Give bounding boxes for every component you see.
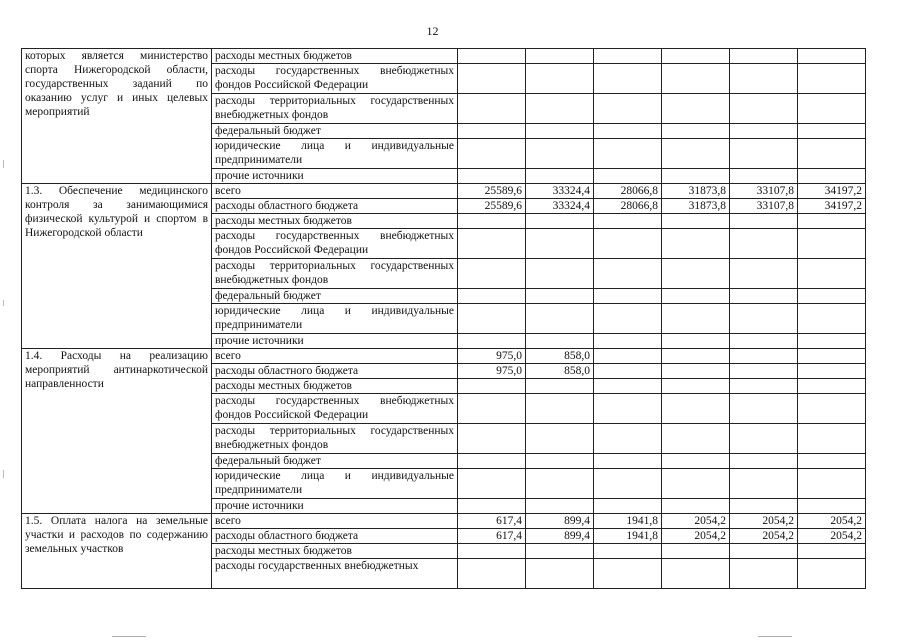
funding-source-cell: прочие источники [212, 169, 458, 184]
value-cell [798, 379, 866, 394]
value-cell [458, 289, 526, 304]
value-cell [798, 454, 866, 469]
funding-source-cell: всего [212, 349, 458, 364]
value-cell [798, 124, 866, 139]
value-cell [662, 229, 730, 259]
value-cell: 617,4 [458, 514, 526, 529]
value-cell [662, 304, 730, 334]
section-description: 1.4. Расходы на реализацию мероприятий антинаркотической направленности [22, 349, 212, 514]
value-cell [730, 334, 798, 349]
value-cell: 2054,2 [662, 529, 730, 544]
value-cell [526, 124, 594, 139]
value-cell [662, 259, 730, 289]
value-cell [730, 49, 798, 64]
funding-source-cell: расходы местных бюджетов [212, 49, 458, 64]
value-cell: 33107,8 [730, 184, 798, 199]
value-cell [662, 424, 730, 454]
table-row [22, 184, 866, 199]
funding-source-cell: юридические лица и индивидуальные предприниматели [212, 139, 458, 169]
value-cell [730, 394, 798, 424]
value-cell [594, 64, 662, 94]
value-cell [662, 289, 730, 304]
value-cell: 28066,8 [594, 184, 662, 199]
value-cell: 858,0 [526, 364, 594, 379]
funding-source-cell: расходы государственных внебюджетных фондов Российской Федерации [212, 64, 458, 94]
value-cell [594, 559, 662, 589]
value-cell [526, 469, 594, 499]
value-cell [730, 304, 798, 334]
value-cell [730, 139, 798, 169]
value-cell [594, 469, 662, 499]
value-cell [730, 499, 798, 514]
value-cell [526, 139, 594, 169]
scan-margin-mark [3, 300, 4, 306]
value-cell [730, 349, 798, 364]
value-cell [798, 229, 866, 259]
value-cell: 899,4 [526, 514, 594, 529]
value-cell [662, 469, 730, 499]
value-cell [594, 349, 662, 364]
value-cell [594, 394, 662, 424]
value-cell [458, 559, 526, 589]
value-cell: 31873,8 [662, 199, 730, 214]
value-cell: 2054,2 [798, 514, 866, 529]
value-cell: 2054,2 [730, 514, 798, 529]
value-cell [594, 544, 662, 559]
value-cell [526, 289, 594, 304]
value-cell [526, 259, 594, 289]
value-cell [594, 304, 662, 334]
funding-source-cell: всего [212, 514, 458, 529]
value-cell [730, 559, 798, 589]
value-cell [594, 424, 662, 454]
funding-source-cell: расходы территориальных государственных внебюджетных фондов [212, 94, 458, 124]
value-cell [594, 499, 662, 514]
value-cell [730, 424, 798, 454]
value-cell [662, 64, 730, 94]
value-cell [458, 49, 526, 64]
value-cell [458, 544, 526, 559]
value-cell [730, 289, 798, 304]
funding-source-cell: расходы государственных внебюджетных фондов Российской Федерации [212, 229, 458, 259]
value-cell: 25589,6 [458, 184, 526, 199]
value-cell [662, 559, 730, 589]
value-cell [662, 364, 730, 379]
value-cell: 617,4 [458, 529, 526, 544]
funding-source-cell: расходы государственных внебюджетных [212, 559, 458, 589]
value-cell [662, 334, 730, 349]
value-cell [730, 169, 798, 184]
value-cell [526, 454, 594, 469]
value-cell: 2054,2 [798, 529, 866, 544]
value-cell [458, 424, 526, 454]
funding-source-cell: всего [212, 184, 458, 199]
value-cell [458, 124, 526, 139]
value-cell [594, 289, 662, 304]
value-cell [798, 424, 866, 454]
value-cell [798, 349, 866, 364]
table-row [22, 49, 866, 64]
value-cell [662, 454, 730, 469]
value-cell: 1941,8 [594, 514, 662, 529]
value-cell [526, 334, 594, 349]
value-cell [662, 94, 730, 124]
value-cell [798, 289, 866, 304]
value-cell [730, 229, 798, 259]
value-cell [798, 334, 866, 349]
table-row [22, 514, 866, 529]
value-cell [458, 214, 526, 229]
value-cell [662, 214, 730, 229]
funding-table-body [22, 49, 866, 589]
funding-source-cell: федеральный бюджет [212, 124, 458, 139]
value-cell [458, 499, 526, 514]
value-cell [662, 49, 730, 64]
value-cell [458, 454, 526, 469]
funding-source-cell: расходы местных бюджетов [212, 379, 458, 394]
value-cell: 34197,2 [798, 199, 866, 214]
value-cell [526, 49, 594, 64]
value-cell [798, 394, 866, 424]
value-cell [730, 124, 798, 139]
value-cell [526, 379, 594, 394]
value-cell [662, 394, 730, 424]
value-cell [662, 124, 730, 139]
value-cell [730, 469, 798, 499]
value-cell [798, 169, 866, 184]
value-cell: 975,0 [458, 364, 526, 379]
value-cell [798, 304, 866, 334]
value-cell [662, 139, 730, 169]
funding-source-cell: прочие источники [212, 499, 458, 514]
value-cell [458, 64, 526, 94]
value-cell: 858,0 [526, 349, 594, 364]
scan-margin-mark [3, 470, 4, 478]
value-cell [526, 214, 594, 229]
value-cell: 2054,2 [730, 529, 798, 544]
value-cell [730, 364, 798, 379]
funding-source-cell: прочие источники [212, 334, 458, 349]
value-cell [730, 379, 798, 394]
value-cell [526, 94, 594, 124]
value-cell [798, 544, 866, 559]
value-cell [798, 64, 866, 94]
value-cell [594, 139, 662, 169]
value-cell [662, 544, 730, 559]
value-cell [798, 259, 866, 289]
funding-source-cell: расходы местных бюджетов [212, 214, 458, 229]
value-cell: 31873,8 [662, 184, 730, 199]
value-cell [458, 229, 526, 259]
value-cell [798, 499, 866, 514]
value-cell [798, 49, 866, 64]
value-cell [458, 334, 526, 349]
value-cell [730, 214, 798, 229]
funding-table [21, 48, 866, 589]
value-cell [526, 424, 594, 454]
value-cell [594, 454, 662, 469]
value-cell [458, 139, 526, 169]
value-cell [526, 544, 594, 559]
scan-bottom-rule [112, 636, 146, 637]
value-cell [594, 49, 662, 64]
value-cell [458, 469, 526, 499]
value-cell [798, 469, 866, 499]
value-cell: 28066,8 [594, 199, 662, 214]
funding-source-cell: федеральный бюджет [212, 289, 458, 304]
funding-source-cell: расходы территориальных государственных внебюджетных фондов [212, 424, 458, 454]
value-cell [594, 214, 662, 229]
funding-source-cell: расходы областного бюджета [212, 364, 458, 379]
value-cell [458, 394, 526, 424]
funding-source-cell: федеральный бюджет [212, 454, 458, 469]
value-cell [798, 94, 866, 124]
section-description: 1.3. Обеспечение медицинского контроля за занимающимися физической культурой и спортом в Нижегородской области [22, 184, 212, 349]
value-cell: 899,4 [526, 529, 594, 544]
scan-bottom-rule [758, 636, 792, 637]
value-cell [458, 169, 526, 184]
value-cell [594, 364, 662, 379]
value-cell [662, 499, 730, 514]
value-cell [458, 304, 526, 334]
section-description: 1.5. Оплата налога на земельные участки и расходов по содержанию земельных участков [22, 514, 212, 589]
value-cell [526, 229, 594, 259]
funding-source-cell: расходы местных бюджетов [212, 544, 458, 559]
funding-source-cell: юридические лица и индивидуальные предприниматели [212, 469, 458, 499]
value-cell [730, 544, 798, 559]
value-cell: 2054,2 [662, 514, 730, 529]
value-cell [798, 214, 866, 229]
value-cell: 33324,4 [526, 184, 594, 199]
value-cell [730, 259, 798, 289]
funding-source-cell: расходы областного бюджета [212, 529, 458, 544]
value-cell [798, 364, 866, 379]
value-cell [526, 304, 594, 334]
page-number: 12 [426, 24, 439, 38]
funding-source-cell: расходы государственных внебюджетных фондов Российской Федерации [212, 394, 458, 424]
value-cell [594, 124, 662, 139]
value-cell [458, 379, 526, 394]
value-cell: 33107,8 [730, 199, 798, 214]
value-cell: 1941,8 [594, 529, 662, 544]
value-cell [458, 259, 526, 289]
value-cell [594, 169, 662, 184]
value-cell [730, 64, 798, 94]
funding-source-cell: юридические лица и индивидуальные предприниматели [212, 304, 458, 334]
value-cell [594, 229, 662, 259]
funding-source-cell: расходы областного бюджета [212, 199, 458, 214]
value-cell: 33324,4 [526, 199, 594, 214]
value-cell [594, 94, 662, 124]
value-cell: 34197,2 [798, 184, 866, 199]
value-cell [798, 559, 866, 589]
value-cell [730, 454, 798, 469]
value-cell [458, 94, 526, 124]
value-cell [798, 139, 866, 169]
value-cell [594, 379, 662, 394]
value-cell [594, 334, 662, 349]
scan-margin-mark [3, 160, 4, 168]
value-cell: 975,0 [458, 349, 526, 364]
value-cell [526, 499, 594, 514]
funding-source-cell: расходы территориальных государственных внебюджетных фондов [212, 259, 458, 289]
value-cell [526, 169, 594, 184]
value-cell [594, 259, 662, 289]
value-cell [662, 169, 730, 184]
value-cell [730, 94, 798, 124]
value-cell [526, 559, 594, 589]
value-cell [662, 349, 730, 364]
section-description: которых является министерство спорта Нижегородской области, государственных заданий по оказанию услуг и иных целевых мероприятий [22, 49, 212, 184]
value-cell [526, 394, 594, 424]
value-cell [662, 379, 730, 394]
value-cell [526, 64, 594, 94]
table-row [22, 349, 866, 364]
value-cell: 25589,6 [458, 199, 526, 214]
